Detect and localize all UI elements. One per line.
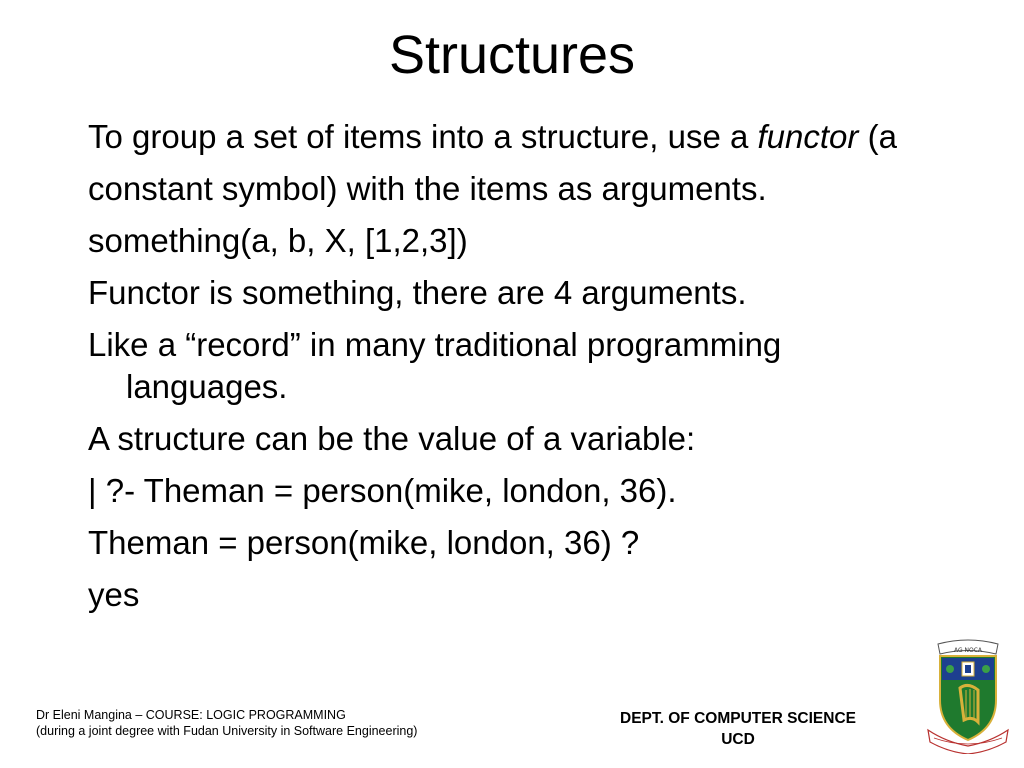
bullet-paragraph: Like a “record” in many traditional programming languages.	[88, 326, 782, 405]
functor-italic-term: functor	[757, 118, 859, 155]
paragraph-text: (a	[858, 118, 897, 155]
bullet-paragraph: something(a, b, X, [1,2,3])	[88, 222, 468, 259]
bullet-paragraph: Theman = person(mike, london, 36) ?	[88, 524, 640, 561]
footer-author-line: Dr Eleni Mangina – COURSE: LOGIC PROGRAMMING	[36, 708, 346, 722]
bullet-paragraph: A structure can be the value of a variable:	[88, 420, 696, 457]
footer-department-line: DEPT. OF COMPUTER SCIENCE	[620, 710, 856, 727]
bullet-paragraph	[88, 116, 948, 158]
slide-body	[88, 116, 948, 626]
bullet-paragraph: constant symbol) with the items as arguments.	[88, 170, 767, 207]
bullet-paragraph: | ?- Theman = person(mike, london, 36).	[88, 472, 677, 509]
footer-department-line: UCD	[721, 731, 755, 748]
ucd-crest-icon	[926, 638, 1010, 754]
bullet-paragraph: Functor is something, there are 4 arguments.	[88, 274, 747, 311]
footer-department	[568, 708, 908, 750]
slide-title: Structures	[388, 25, 636, 85]
svg-text:AG NOCA: AG NOCA	[953, 647, 983, 654]
bullet-paragraph: yes	[88, 576, 140, 613]
footer-author-line: (during a joint degree with Fudan University in Software Engineering)	[36, 724, 418, 738]
footer-author	[36, 707, 417, 739]
paragraph-text: To group a set of items into a structure, use a	[88, 118, 758, 155]
